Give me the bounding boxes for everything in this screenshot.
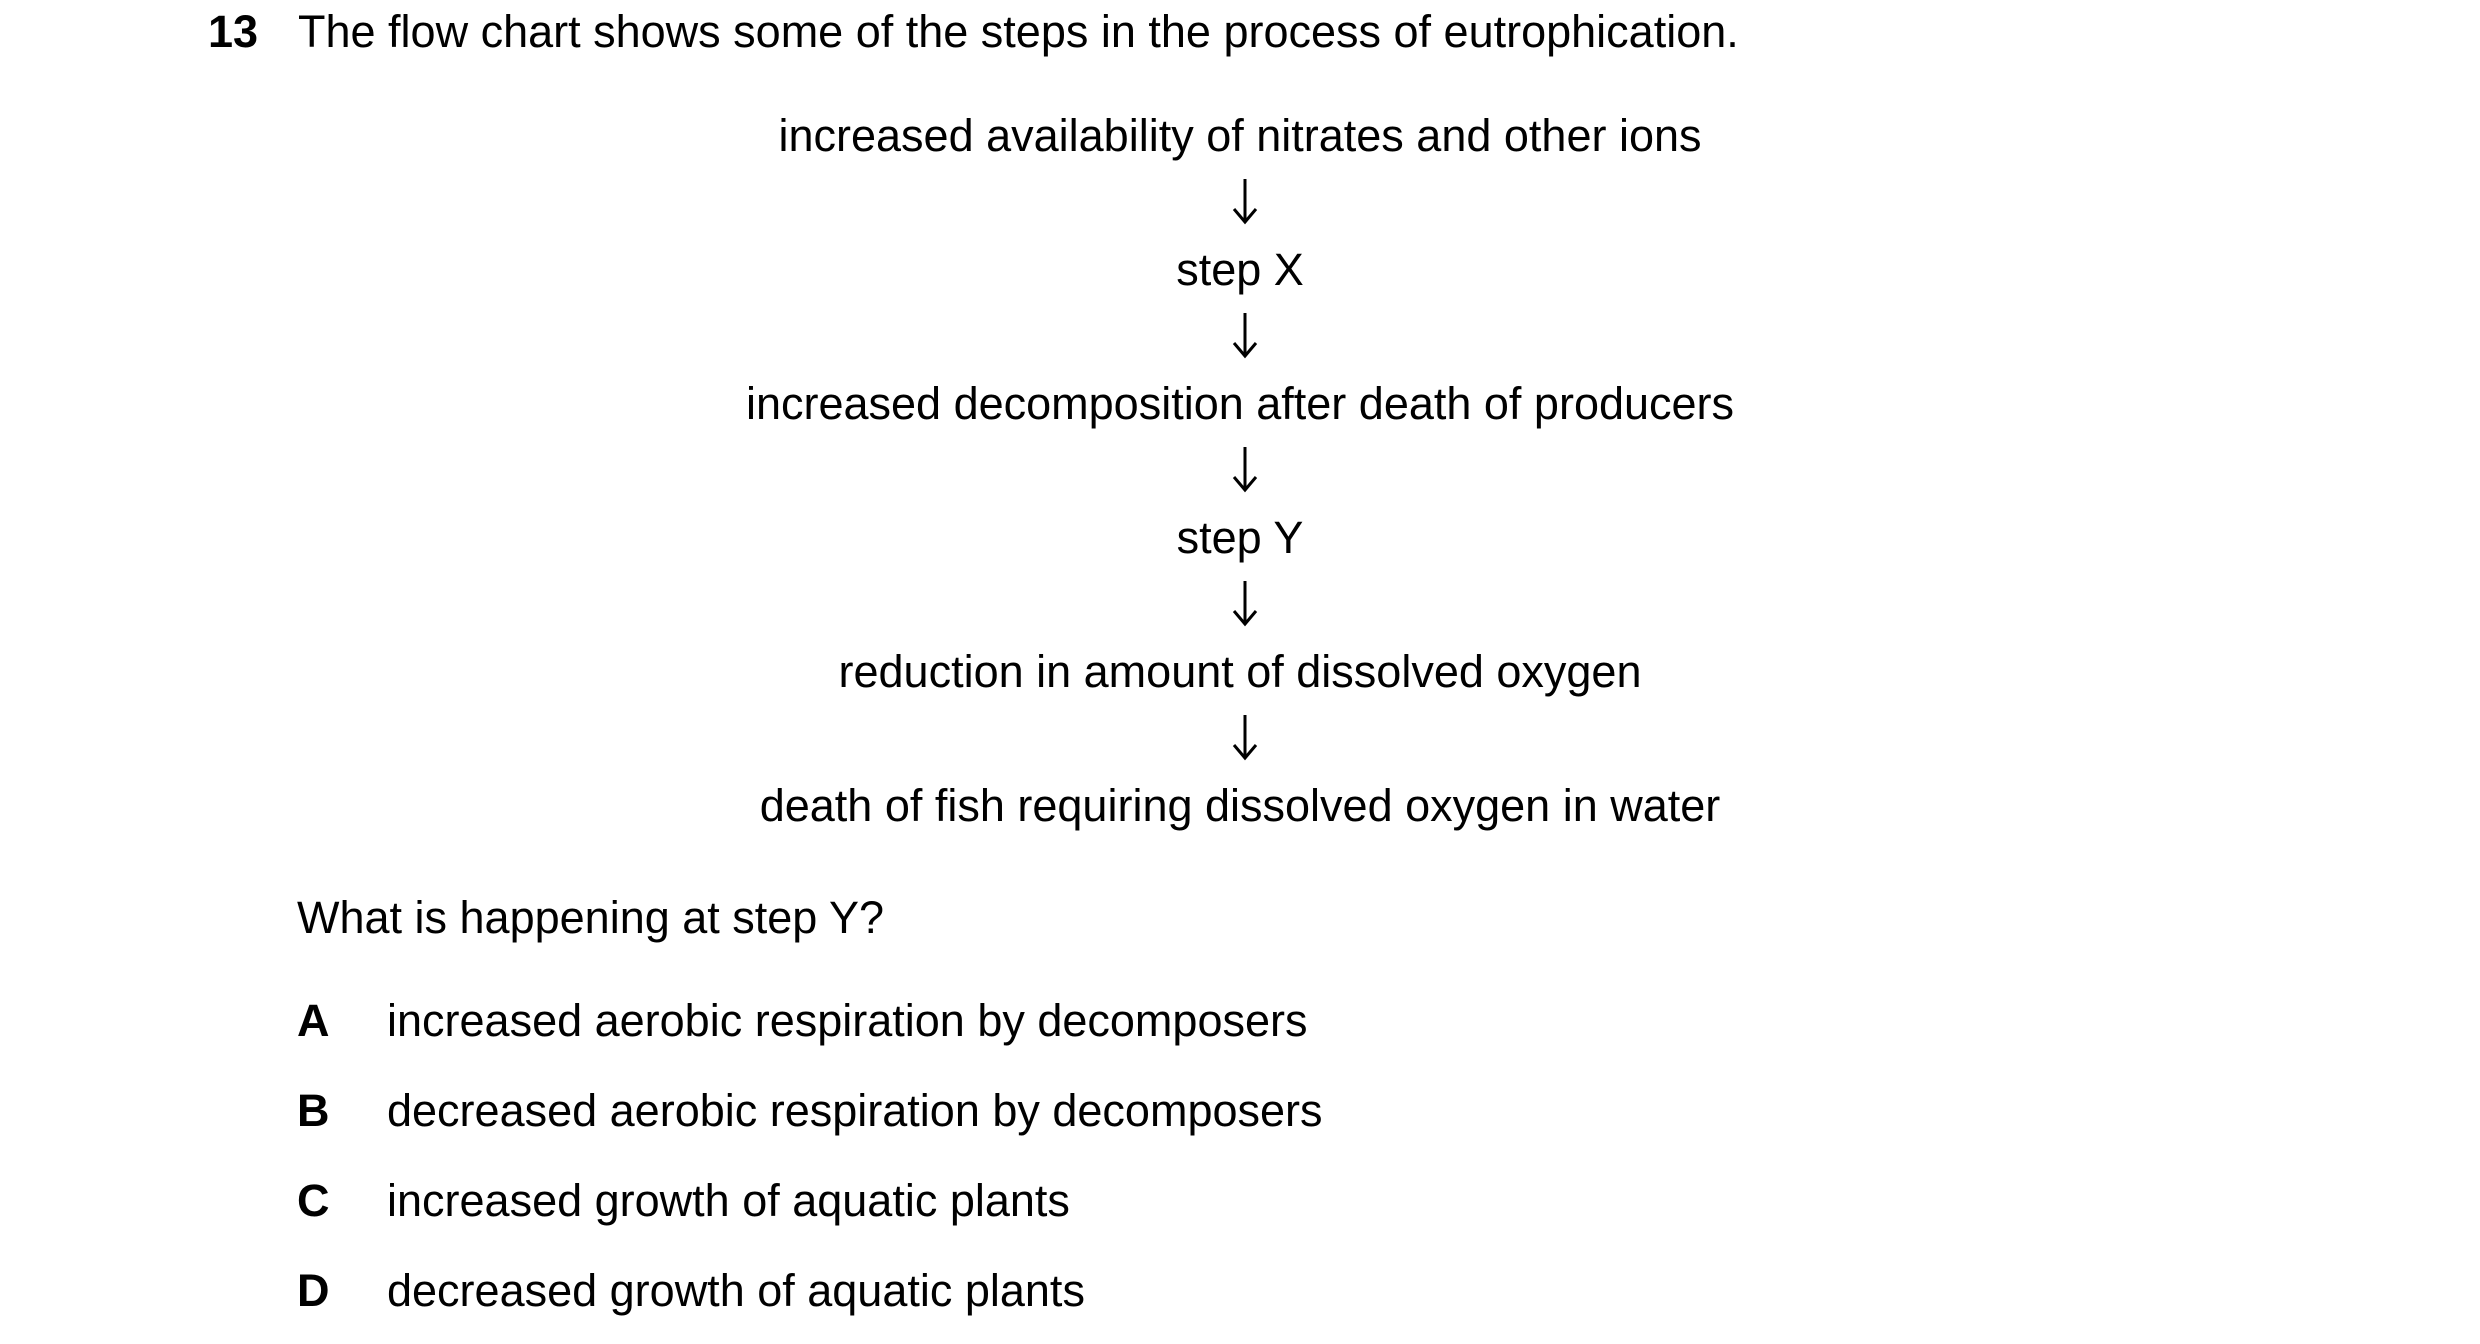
option-text: increased aerobic respiration by decomposers (387, 995, 1308, 1046)
question-prompt: What is happening at step Y? (297, 892, 885, 943)
down-arrow-icon (0, 574, 2480, 636)
option-letter: D (297, 1265, 330, 1316)
flow-step-y: step Y (1176, 512, 1304, 563)
option-b[interactable] (297, 1066, 1323, 1156)
down-arrow-icon (0, 306, 2480, 368)
option-a[interactable] (297, 976, 1323, 1066)
question-number: 13 (208, 6, 259, 57)
option-c[interactable] (297, 1156, 1323, 1246)
flow-step-oxygen-reduction: reduction in amount of dissolved oxygen (838, 646, 1642, 697)
option-text: decreased growth of aquatic plants (387, 1265, 1085, 1316)
flow-chart (0, 100, 2480, 842)
answer-options (297, 976, 1323, 1336)
option-text: increased growth of aquatic plants (387, 1175, 1070, 1226)
flow-step-nitrates: increased availability of nitrates and other ions (778, 110, 1702, 161)
question-header (208, 0, 1739, 64)
option-text: decreased aerobic respiration by decomposers (387, 1085, 1323, 1136)
down-arrow-icon (0, 172, 2480, 234)
flow-step-x: step X (1176, 244, 1304, 295)
flow-step-fish-death: death of fish requiring dissolved oxygen in water (759, 780, 1721, 831)
option-letter: C (297, 1175, 330, 1226)
down-arrow-icon (0, 708, 2480, 770)
flow-step-decomposition: increased decomposition after death of producers (745, 378, 1735, 429)
option-letter: B (297, 1085, 330, 1136)
question-intro: The flow chart shows some of the steps in the process of eutrophication. (298, 6, 1739, 57)
option-d[interactable] (297, 1246, 1323, 1336)
down-arrow-icon (0, 440, 2480, 502)
option-letter: A (297, 995, 330, 1046)
